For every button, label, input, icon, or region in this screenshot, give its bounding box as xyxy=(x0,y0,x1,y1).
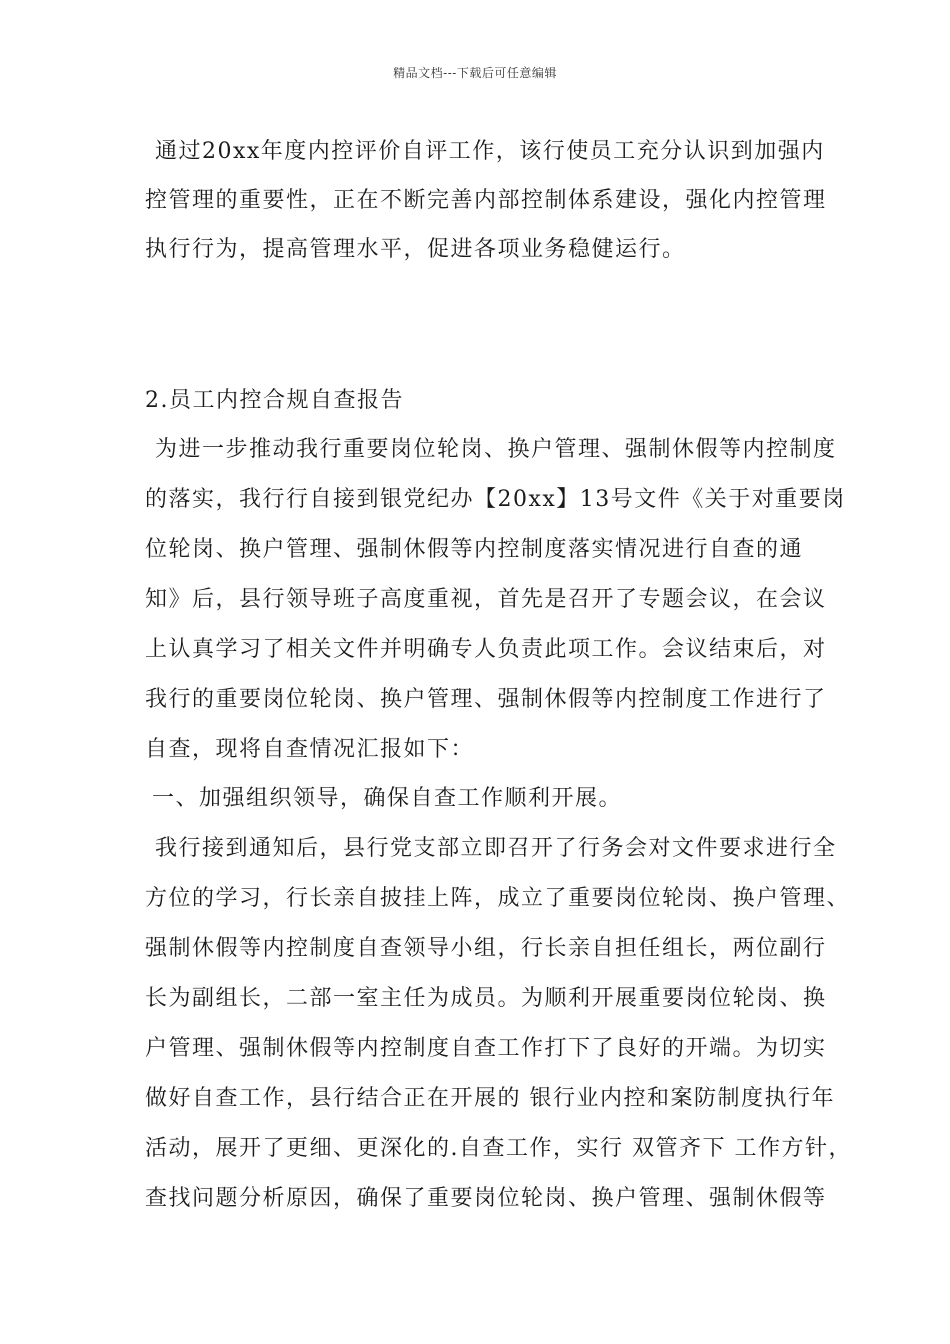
paragraph-line: 我行接到通知后，县行党支部立即召开了行务会对文件要求进行全 xyxy=(155,836,837,861)
paragraph-line: 的落实，我行行自接到银党纪办【20xx】13号文件《关于对重要岗 xyxy=(145,487,846,512)
paragraph-line: 户管理、强制休假等内控制度自查工作打下了良好的开端。为切实 xyxy=(145,1036,827,1061)
paragraph-line: 知》后，县行领导班子高度重视，首先是召开了专题会议，在会议 xyxy=(145,587,827,612)
paragraph-line: 控管理的重要性，正在不断完善内部控制体系建设，强化内控管理 xyxy=(145,188,827,213)
paragraph-line: 执行行为，提高管理水平，促进各项业务稳健运行。 xyxy=(145,237,686,262)
paragraph-line: 做好自查工作，县行结合正在开展的 银行业内控和案防制度执行年 xyxy=(145,1086,835,1111)
paragraph-line: 为进一步推动我行重要岗位轮岗、换户管理、强制休假等内控制度 xyxy=(155,437,837,462)
paragraph-line: 位轮岗、换户管理、强制休假等内控制度落实情况进行自查的通 xyxy=(145,537,804,562)
paragraph-line: 上认真学习了相关文件并明确专人负责此项工作。会议结束后，对 xyxy=(145,637,827,662)
paragraph-line: 强制休假等内控制度自查领导小组，行长亲自担任组长，两位副行 xyxy=(145,936,827,961)
header-note: 精品文档---下载后可任意编辑 xyxy=(393,66,557,80)
paragraph-line: 长为副组长，二部一室主任为成员。为顺利开展重要岗位轮岗、换 xyxy=(145,986,827,1011)
paragraph-line: 方位的学习，行长亲自披挂上阵，成立了重要岗位轮岗、换户管理、 xyxy=(145,886,851,911)
paragraph-line: 通过20xx年度内控评价自评工作，该行使员工充分认识到加强内 xyxy=(155,139,825,164)
paragraph-line: 查找问题分析原因，确保了重要岗位轮岗、换户管理、强制休假等 xyxy=(145,1186,827,1211)
subsection-heading: 一、加强组织领导，确保自查工作顺利开展。 xyxy=(152,786,623,811)
paragraph-line: 我行的重要岗位轮岗、换户管理、强制休假等内控制度工作进行了 xyxy=(145,687,827,712)
paragraph-line: 自查，现将自查情况汇报如下： xyxy=(145,737,475,762)
paragraph-line: 活动，展开了更细、更深化的.自查工作，实行 双管齐下 工作方针， xyxy=(145,1136,852,1161)
section-heading: 2.员工内控合规自查报告 xyxy=(145,388,404,413)
